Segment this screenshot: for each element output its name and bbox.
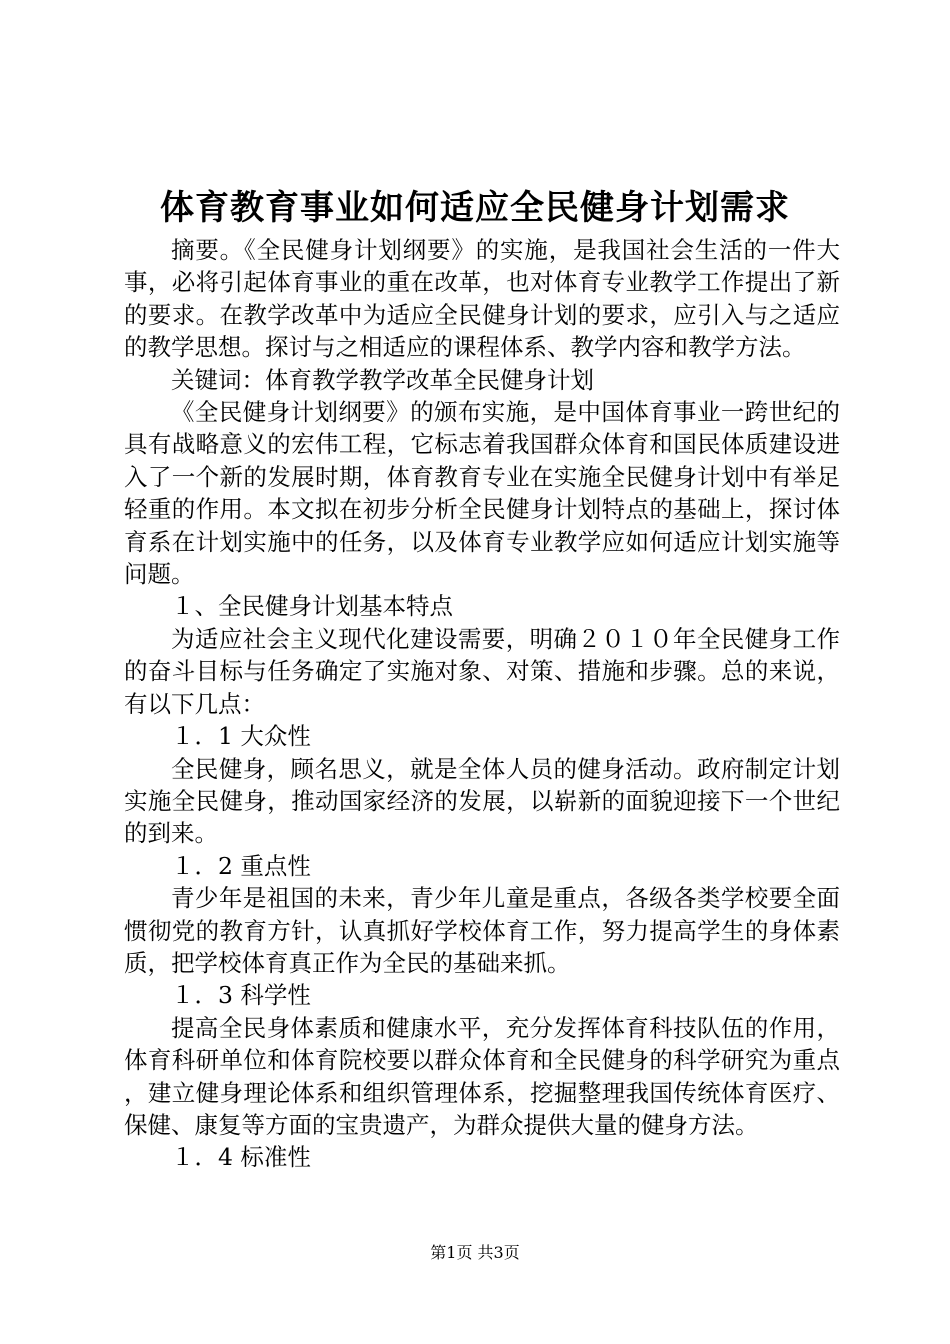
body-paragraph: 青少年是祖国的未来，青少年儿童是重点，各级各类学校要全面惯彻党的教育方针，认真抓好学校体育工作，努力提高学生的身体素质，把学校体育真正作为全民的基础来抓。 xyxy=(124,884,840,977)
keywords-paragraph: 关键词：体育教学教学改革全民健身计划 xyxy=(171,365,594,394)
body-paragraph: 提高全民身体素质和健康水平，充分发挥体育科技队伍的作用，体育科研单位和体育院校要以群众体育和全民健身的科学研究为重点，建立健身理论体系和组织管理体系，挖掘整理我国传统体育医疗、保健、康复等方面的宝贵遗产，为群众提供大量的健身方法。 xyxy=(124,1013,840,1139)
body-paragraph: 为适应社会主义现代化建设需要，明确２０１０年全民健身工作的奋斗目标与任务确定了实施对象、对策、措施和步骤。总的来说，有以下几点： xyxy=(124,624,840,718)
section-heading: １、全民健身计划基本特点 xyxy=(171,592,453,621)
subsection-heading: １．3 科学性 xyxy=(171,981,311,1010)
intro-paragraph: 《全民健身计划纲要》的颁布实施，是中国体育事业一跨世纪的具有战略意义的宏伟工程，它标志着我国群众体育和国民体质建设进入了一个新的发展时期，体育教育专业在实施全民健身计划中有举足轻重的作用。本文拟在初步分析全民健身计划特点的基础上，探讨体育系在计划实施中的任务，以及体育专业教学应如何适应计划实施等问题。 xyxy=(124,398,840,589)
body-paragraph: 全民健身，顾名思义，就是全体人员的健身活动。政府制定计划实施全民健身，推动国家经济的发展，以崭新的面貌迎接下一个世纪的到来。 xyxy=(124,754,840,848)
subsection-heading: １．4 标准性 xyxy=(171,1143,311,1172)
document-body xyxy=(124,234,840,1174)
page-number-footer: 第1页 共3页 xyxy=(430,1243,520,1262)
subsection-heading: １．1 大众性 xyxy=(171,722,311,751)
subsection-heading: １．2 重点性 xyxy=(171,851,311,880)
abstract-paragraph: 摘要。《全民健身计划纲要》的实施，是我国社会生活的一件大事，必将引起体育事业的重在改革，也对体育专业教学工作提出了新的要求。在教学改革中为适应全民健身计划的要求，应引入与之适应的教学思想。探讨与之相适应的课程体系、教学内容和教学方法。 xyxy=(124,236,840,362)
document-title: 体育教育事业如何适应全民健身计划需求 xyxy=(160,188,790,228)
